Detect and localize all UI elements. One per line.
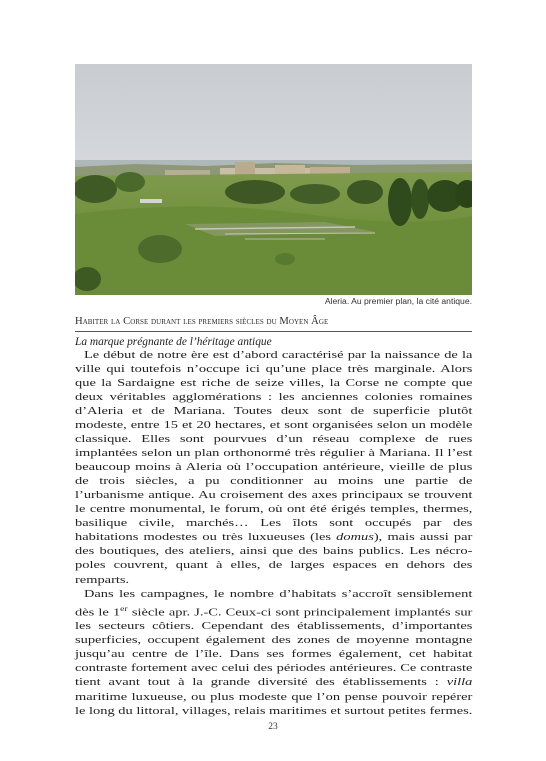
paragraph-1-text-b: ), mais aussi par des boutiques, des ateliers, ainsi que des bains publics. Les nécropoles couvrent, quant à elles, de larges espaces en dehors des remparts. — [75, 532, 473, 586]
paragraph-2 — [75, 588, 472, 719]
paragraph-1-text-a: Le début de notre ère est d’abord caractérisé par la naissance de la ville qui toutefois n’occupe ici qu’une place très marginale. Alors que la Sardaigne est riche de seize villes, la Corse ne compte que deux véritables agglomérations : les anciennes colonies romaines d’Aleria et de Mariana. Toutes deux sont de superficie plutôt modeste, entre 15 et 20 hectares, et sont organisées selon un modèle classique. Elles sont pourvues d’un réseau complexe de rues implantées selon un plan orthonormé très régulier à Mariana. Il l’est beaucoup moins à Aleria où l’occupation antérieure, vieille de plus de trois siècles, a pu conditionner au moins une partie de l’urbanisme antique. Au croisement des axes principaux se trouvent le centre monumental, le forum, où ont été érigés temples, thermes, basilique civile, marchés… Les îlots sont occupés par des habitations modestes ou très luxueuses (les — [75, 349, 473, 544]
paragraph-1 — [75, 349, 472, 588]
photo-caption: Aleria. Au premier plan, la cité antique. — [324, 296, 472, 306]
body-text — [75, 349, 472, 719]
page-number: 23 — [268, 722, 278, 732]
paragraph-2-text-a: Dans les campagnes, le nombre d’habitats s’accroît sensiblement dès le 1 — [75, 588, 473, 619]
heading-divider — [75, 331, 472, 332]
term-villa: villa — [446, 677, 473, 689]
photo-image — [75, 64, 472, 295]
section-subheading: La marque prégnante de l’héritage antique — [75, 336, 272, 348]
section-heading: Habiter la Corse durant les premiers siècles du Moyen Âge — [75, 316, 329, 327]
paragraph-2-text-b: siècle apr. J.-C. Ceux-ci sont principalement implantés sur les secteurs côtiers. Cependant des établissements, d’importantes superficies, occupent également des zones de moyenne montagne jusqu’au centre de l’île. Dans ses formes également, cet habitat contraste fortement avec celui des périodes antérieures. Ce contraste tient avant tout à la grande diversité des établissements : — [75, 607, 473, 689]
ordinal-superscript: er — [120, 604, 128, 613]
term-domus: domus — [336, 532, 374, 544]
paragraph-2-text-c: maritime luxueuse, ou plus modeste que l’on pense pouvoir repérer le long du littoral, villages, relais maritimes et surtout petites fermes. — [75, 691, 473, 717]
photo-aleria-landscape — [75, 64, 472, 295]
